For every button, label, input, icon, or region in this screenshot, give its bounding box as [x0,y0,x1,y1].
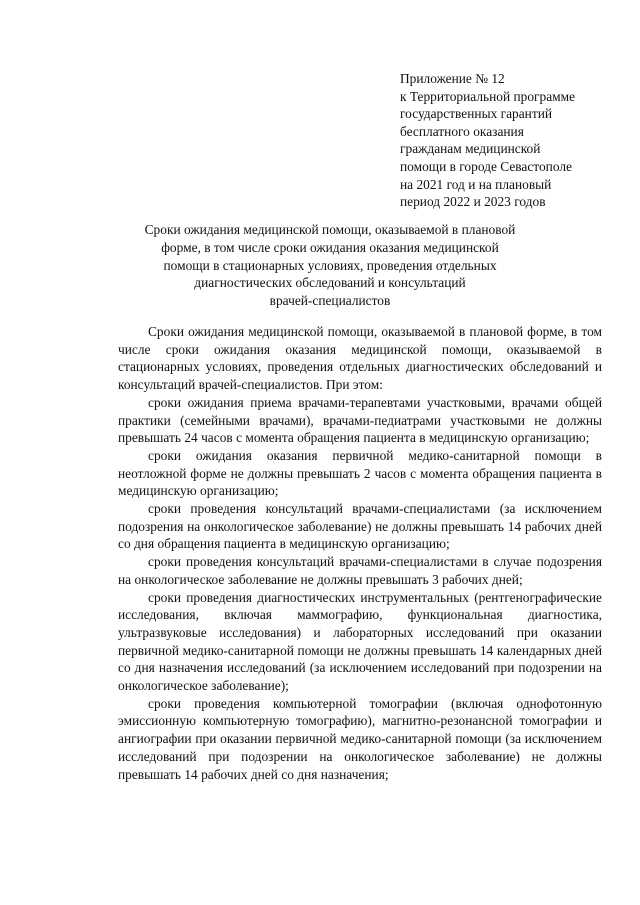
body-paragraph: сроки проведения диагностических инструментальных (рентгенографические исследования, включая маммографию, функциональная диагностика, ультразвуковые исследования) и лабораторных исследований при оказании первичной медико-санитарной помощи не должны превышать 14 календарных дней со дня назначения исследований (за исключением исследований при подозрении на онкологическое заболевание); [118,589,602,694]
document-body [118,323,602,783]
title-line: Сроки ожидания медицинской помощи, оказываемой в плановой [144,222,516,237]
body-paragraph: сроки ожидания приема врачами-терапевтами участковыми, врачами общей практики (семейными врачами), врачами-педиатрами участковыми не должны превышать 24 часов с момента обращения пациента в медицинскую организацию; [118,394,602,446]
appendix-line: Приложение № 12 [400,71,505,86]
body-paragraph: сроки ожидания оказания первичной медико-санитарной помощи в неотложной форме не должны превышать 2 часов с момента обращения пациента в медицинскую организацию; [118,447,602,499]
appendix-line: к Территориальной программе [400,88,576,104]
appendix-line: помощи в городе Севастополе [400,158,572,174]
appendix-line: гражданам медицинской [400,141,541,157]
title-line: помощи в стационарных условиях, проведения отдельных [163,257,497,273]
body-paragraph: сроки проведения компьютерной томографии (включая однофотонную эмиссионную компьютерную томографию), магнитно-резонансной томографии и ангиографии при оказании первичной медико-санитарной помощи (за исключением исследований при подозрении на онкологическое заболевание) не должны превышать 14 рабочих дней со дня назначения; [118,695,602,782]
appendix-header [400,70,610,211]
appendix-line: бесплатного оказания [400,123,524,139]
body-paragraph: сроки проведения консультаций врачами-специалистами (за исключением подозрения на онкологическое заболевание) не должны превышать 14 рабочих дней со дня обращения пациента в медицинскую организацию; [118,501,602,552]
title-line: диагностических обследований и консультаций [194,275,466,291]
document-title [120,221,540,310]
appendix-line: период 2022 и 2023 годов [400,194,546,210]
title-line: форме, в том числе сроки ожидания оказания медицинской [161,239,499,255]
appendix-line: на 2021 год и на плановый [400,176,552,192]
title-line: врачей-специалистов [269,293,391,309]
body-paragraph: сроки проведения консультаций врачами-специалистами в случае подозрения на онкологическое заболевание не должны превышать 3 рабочих дней; [118,554,602,587]
body-paragraph: Сроки ожидания медицинской помощи, оказываемой в плановой форме, в том числе сроки ожидания оказания медицинской помощи, оказываемой в стационарных условиях, проведения отдельных диагностических обследований и консультаций врачей-специалистов. При этом: [118,324,602,393]
appendix-line: государственных гарантий [400,106,553,122]
